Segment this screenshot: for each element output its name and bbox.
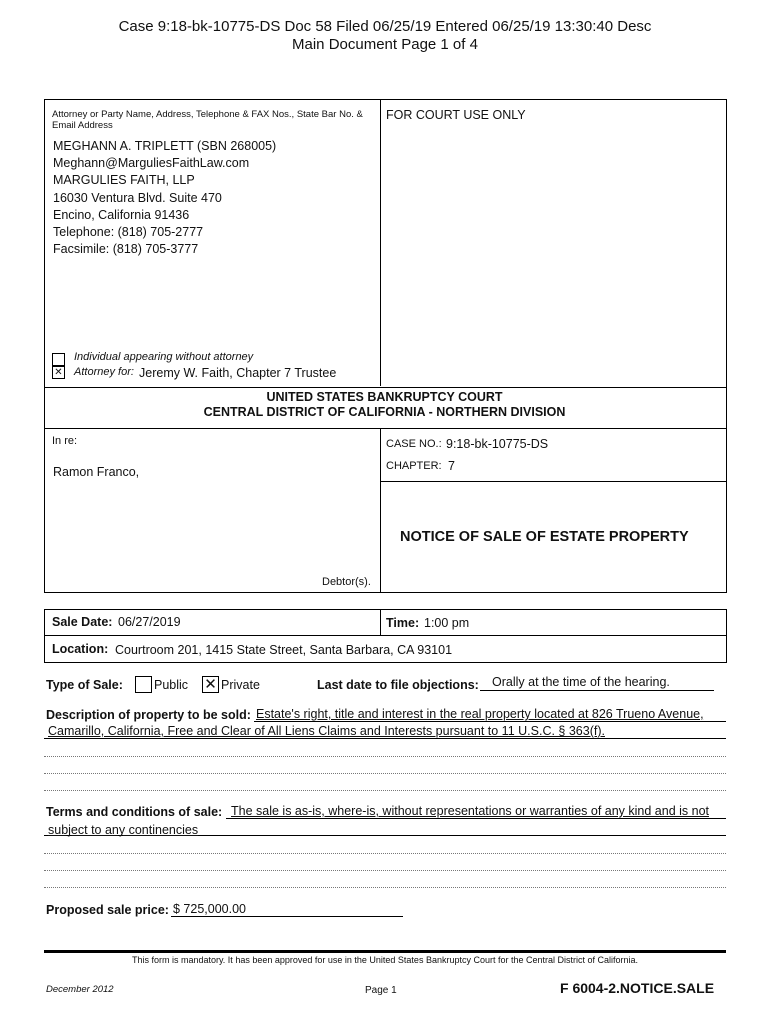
case-header-line2: Main Document Page 1 of 4 [292, 36, 478, 53]
objection-field[interactable] [480, 675, 714, 691]
location-value: Courtroom 201, 1415 State Street, Santa Barbara, CA 93101 [115, 643, 453, 657]
description-blank-line [44, 756, 726, 757]
footer-mandatory: This form is mandatory. It has been approved for use in the United States Bankruptcy Court for the Central District of California. [131, 955, 639, 965]
footer-page: Page 1 [365, 985, 397, 996]
sale-info-row-divider [44, 635, 726, 636]
description-label: Description of property to be sold: [46, 708, 251, 722]
sale-time-value: 1:00 pm [424, 616, 470, 630]
private-label: Private [221, 678, 260, 692]
description-field-line1[interactable] [254, 706, 726, 722]
terms-field-line1[interactable] [226, 803, 726, 819]
terms-line1: The sale is as-is, where-is, without representations or warranties of any kind and is not [231, 804, 710, 818]
objection-label: Last date to file objections: [317, 678, 479, 692]
in-re-label: In re: [52, 435, 78, 447]
chapter-value: 7 [448, 459, 455, 473]
sale-time-label: Time: [386, 616, 420, 630]
description-field-line2[interactable] [44, 723, 726, 739]
attorney-line: Telephone: (818) 705-2777 [53, 225, 204, 240]
court-name-line1: UNITED STATES BANKRUPTCY COURT [266, 390, 503, 404]
case-box [44, 428, 727, 593]
attorney-divider [380, 99, 381, 386]
individual-option-label: Individual appearing without attorney [74, 351, 254, 363]
attorney-for-value: Jeremy W. Faith, Chapter 7 Trustee [139, 366, 337, 380]
type-of-sale-label: Type of Sale: [46, 678, 123, 692]
court-use-label: FOR COURT USE ONLY [386, 108, 526, 122]
case-no-label: CASE NO.: [386, 438, 442, 450]
price-value: $ 725,000.00 [173, 902, 246, 916]
footer-form-id: F 6004-2.NOTICE.SALE [560, 980, 715, 996]
terms-blank-line [44, 853, 726, 854]
price-label: Proposed sale price: [46, 903, 169, 917]
court-name-line2: CENTRAL DISTRICT OF CALIFORNIA - NORTHERN DIVISION [203, 405, 566, 419]
case-header-line1: Case 9:18-bk-10775-DS Doc 58 Filed 06/25/19 Entered 06/25/19 13:30:40 Desc [118, 18, 652, 35]
case-divider [380, 428, 381, 593]
sale-date-value: 06/27/2019 [118, 615, 181, 629]
public-label: Public [154, 678, 189, 692]
private-checkbox[interactable]: ✕ [202, 676, 219, 693]
price-field[interactable] [171, 901, 403, 917]
attorney-line: Meghann@MarguliesFaithLaw.com [53, 156, 250, 171]
description-line2: Camarillo, California, Free and Clear of All Liens Claims and Interests pursuant to 11 U.S.C. § 363(f). [48, 724, 605, 738]
sale-info-divider [380, 609, 381, 635]
individual-checkbox[interactable] [52, 353, 65, 366]
attorney-line: Facsimile: (818) 705-3777 [53, 242, 199, 257]
notice-title: NOTICE OF SALE OF ESTATE PROPERTY [400, 529, 689, 545]
terms-blank-line [44, 887, 726, 888]
attorney-for-label: Attorney for: [74, 366, 134, 378]
terms-blank-line [44, 870, 726, 871]
attorney-line: MEGHANN A. TRIPLETT (SBN 268005) [53, 139, 277, 153]
attorney-line: 16030 Ventura Blvd. Suite 470 [53, 190, 222, 205]
case-chapter-divider [380, 481, 726, 482]
debtor-name: Ramon Franco, [53, 465, 140, 479]
debtor-label: Debtor(s). [322, 576, 371, 588]
sale-date-label: Sale Date: [52, 615, 113, 629]
footer-date: December 2012 [46, 984, 114, 995]
attorney-for-checkbox[interactable]: ✕ [52, 366, 65, 379]
case-no-value: 9:18-bk-10775-DS [446, 437, 549, 451]
description-blank-line [44, 790, 726, 791]
description-blank-line [44, 773, 726, 774]
description-line1: Estate's right, title and interest in the real property located at 826 Trueno Avenue, [256, 707, 704, 721]
terms-field-line2[interactable] [44, 820, 726, 836]
attorney-box-label: Attorney or Party Name, Address, Telephone & FAX Nos., State Bar No. & Email Address [52, 109, 363, 131]
terms-label: Terms and conditions of sale: [46, 805, 223, 819]
attorney-line: Encino, California 91436 [53, 207, 190, 222]
chapter-label: CHAPTER: [386, 460, 442, 472]
footer-rule [44, 950, 726, 953]
terms-line2: subject to any continencies [48, 823, 199, 837]
public-checkbox[interactable] [135, 676, 152, 693]
location-label: Location: [52, 642, 109, 656]
attorney-info [53, 138, 276, 258]
objection-value: Orally at the time of the hearing. [492, 675, 670, 689]
attorney-line: MARGULIES FAITH, LLP [53, 173, 195, 188]
